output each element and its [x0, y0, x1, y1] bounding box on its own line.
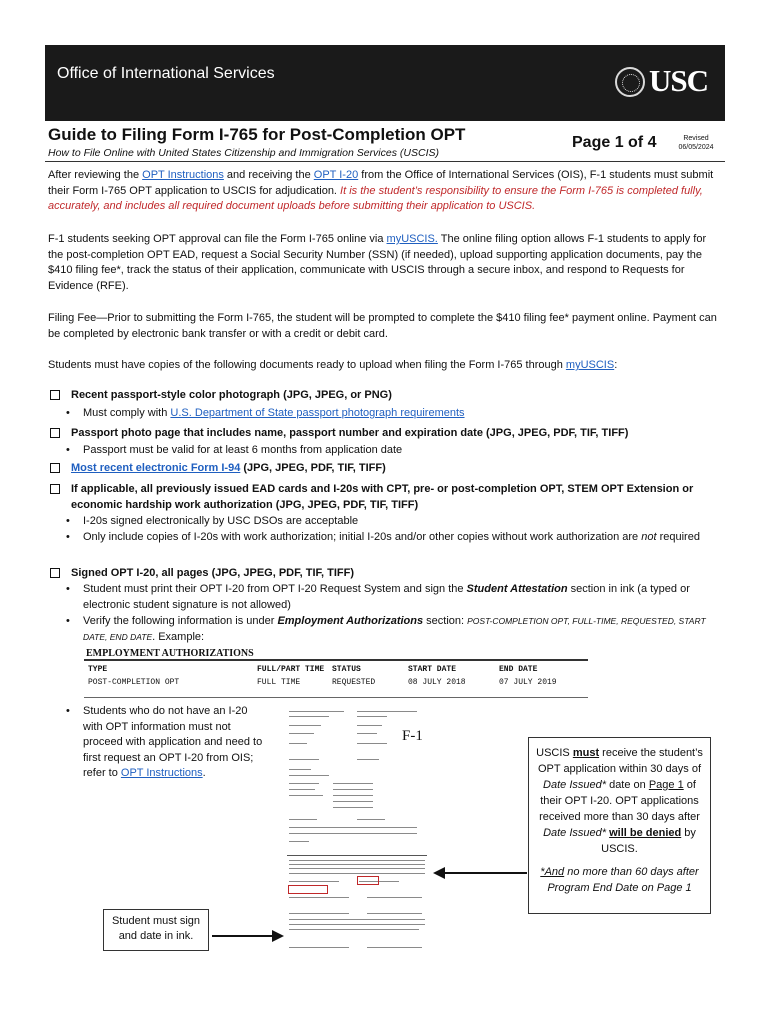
employment-table — [84, 659, 588, 698]
text: Verify the following information is under — [83, 615, 278, 627]
col-header-status: STATUS — [332, 665, 361, 674]
filing-fee-paragraph: Filing Fee—Prior to submitting the Form I-765, the student will be prompted to complete the $410 filing fee* payment online. Payment can be completed by electronic bank transfer or with a credit or debit card. — [48, 312, 717, 340]
text: F-1 students seeking OPT approval can file the Form I-765 online via — [48, 233, 387, 245]
col-header-start: START DATE — [408, 665, 457, 674]
myuscis-link-2[interactable]: myUSCIS — [565, 359, 615, 371]
i94-link[interactable]: Most recent electronic Form I-94 — [71, 462, 241, 474]
emphasis: Employment Authorizations — [277, 615, 424, 627]
text: Students who do not have an I-20 with OPT information must not proceed with application and need to first request an OPT I-20 from OIS; refer to — [83, 705, 263, 779]
header-rule — [45, 161, 725, 162]
cell-status: REQUESTED — [332, 678, 376, 687]
intro-paragraph-1 — [48, 168, 720, 215]
revised-value: 06/05/2024 — [678, 144, 714, 151]
col-header-type: TYPE — [88, 665, 108, 674]
cell-start: 08 JULY 2018 — [408, 678, 466, 687]
page-indicator: Page 1 of 4 — [572, 134, 657, 151]
bullet-passport-valid: • Passport must be valid for at least 6 months from application date — [83, 443, 711, 459]
text: : — [614, 359, 618, 371]
date-highlight — [357, 876, 379, 885]
text: date on — [606, 779, 649, 791]
item-prior-ead: If applicable, all previously issued EAD cards and I-20s with CPT, pre- or post-completion OPT, STEM OPT Extension or economic hardship work authorization (JPG, JPEG, PDF, TIF, TIFF) — [71, 483, 694, 511]
cell-full-part: FULL TIME — [257, 678, 301, 687]
bullet-print-and-sign — [83, 582, 711, 613]
intro-paragraph-4 — [48, 358, 720, 374]
responsibility-warning: It is the student’s responsibility to ensure the Form I-765 is completed fully, accurately, and includes all required document uploads before submitting their application to USCIS. — [48, 184, 703, 212]
document-subtitle: How to File Online with United States Citizenship and Immigration Services (USCIS) — [48, 147, 439, 159]
bullet-no-opt-i20 — [83, 704, 268, 782]
checkbox-passport[interactable] — [50, 428, 60, 438]
emphasis: will be denied — [609, 827, 682, 839]
text: After reviewing the — [48, 169, 143, 181]
checkbox-signed-i20[interactable] — [50, 568, 60, 578]
usc-logo: USC — [649, 63, 709, 98]
sign-note-box: Student must sign and date in ink. — [103, 909, 209, 951]
revised-label: Revised — [683, 135, 709, 142]
revised-date — [676, 134, 716, 152]
item-passport: Passport photo page that includes name, passport number and expiration date (JPG, JPEG, PDF, TIF, TIFF) — [71, 427, 629, 439]
text: and receiving the — [223, 169, 314, 181]
item-i94 — [71, 461, 711, 477]
text: by USCIS. — [601, 827, 696, 855]
emphasis: Date Issued* — [543, 779, 607, 791]
text: . Example: — [152, 630, 205, 643]
text: Must comply with — [83, 407, 171, 419]
text: (JPG, JPEG, PDF, TIF, TIFF) — [240, 462, 386, 474]
text: . — [202, 767, 206, 779]
bullet-photo-requirements — [83, 406, 711, 422]
opt-instructions-link-2[interactable]: OPT Instructions — [120, 767, 203, 779]
org-name: Office of International Services — [57, 65, 275, 82]
bullet-signed-electronically: • I-20s signed electronically by USC DSOs are acceptable — [83, 514, 711, 530]
deadline-callout — [528, 737, 711, 914]
f1-label: F-1 — [402, 728, 423, 744]
text: required — [656, 531, 700, 543]
cell-type: POST-COMPLETION OPT — [88, 678, 180, 687]
col-header-end: END DATE — [499, 665, 538, 674]
header-banner — [45, 45, 725, 121]
checkbox-i94[interactable] — [50, 463, 60, 473]
emphasis: must — [572, 747, 600, 759]
checkbox-prior-ead[interactable] — [50, 484, 60, 494]
item-signed-i20: Signed OPT I-20, all pages (JPG, JPEG, PDF, TIF, TIFF) — [71, 567, 354, 579]
text: section in ink (a typed or electronic student signature is not allowed) — [83, 583, 690, 611]
text: of their OPT I-20. OPT applications received more than 30 days after — [539, 779, 700, 823]
checkbox-photo[interactable] — [50, 390, 60, 400]
arrow-to-form-icon — [433, 866, 529, 880]
text: receive the student’s OPT application within 30 days of — [537, 747, 703, 775]
text: no more than 60 days after Program End Date on Page 1 — [547, 866, 699, 894]
text: USCIS — [536, 747, 573, 759]
text: section: — [423, 615, 468, 627]
emphasis: Student Attestation — [466, 583, 568, 595]
emphasis: Date Issued* — [543, 827, 607, 839]
text: Only include copies of I-20s with work authorization; initial I-20s and/or other copies without work authorization are — [83, 531, 642, 543]
myuscis-link[interactable]: myUSCIS. — [386, 233, 438, 245]
emphasis: Page 1 — [648, 779, 684, 791]
cell-end: 07 JULY 2019 — [499, 678, 557, 687]
text: Student must print their OPT I-20 from OPT I-20 Request System and sign the — [83, 583, 467, 595]
employment-table-title: EMPLOYMENT AUTHORIZATIONS — [86, 648, 254, 659]
opt-i20-link[interactable]: OPT I-20 — [313, 169, 359, 181]
text: Students must have copies of the following documents ready to upload when filing the Form I-765 through — [48, 359, 566, 371]
arrow-to-signature-icon — [212, 929, 284, 943]
emphasis: not — [641, 531, 657, 543]
bullet-verify-employment — [83, 614, 711, 645]
intro-paragraph-2 — [48, 232, 720, 294]
document-title: Guide to Filing Form I-765 for Post-Completion OPT — [48, 125, 466, 144]
bullet-only-work-auth — [83, 530, 711, 546]
col-header-full-part: FULL/PART TIME — [257, 665, 325, 674]
usc-seal-icon — [615, 67, 645, 97]
text: from the Office of International Services (OIS), F-1 students must submit their Form I-765 OPT application to USCIS for adjudication. — [48, 169, 714, 197]
text: The online filing option allows F-1 students to apply for the post-completion OPT EAD, request a Social Security Number (SSN) (if needed), upload supporting application documents, pay the $410 filing fee*, track the status of their application, communicate with USCIS through a secure inbox, and respond to Requests for Evidence (RFE). — [48, 233, 707, 292]
emphasis: *And — [540, 866, 565, 878]
item-photo: Recent passport-style color photograph (JPG, JPEG, or PNG) — [71, 389, 392, 401]
signature-highlight — [288, 885, 328, 894]
passport-photo-link[interactable]: U.S. Department of State passport photograph requirements — [170, 407, 465, 419]
opt-instructions-link[interactable]: OPT Instructions — [142, 169, 224, 181]
caps-fields: POST-COMPLETION OPT, FULL-TIME, REQUESTED, START DATE, END DATE — [83, 616, 706, 642]
